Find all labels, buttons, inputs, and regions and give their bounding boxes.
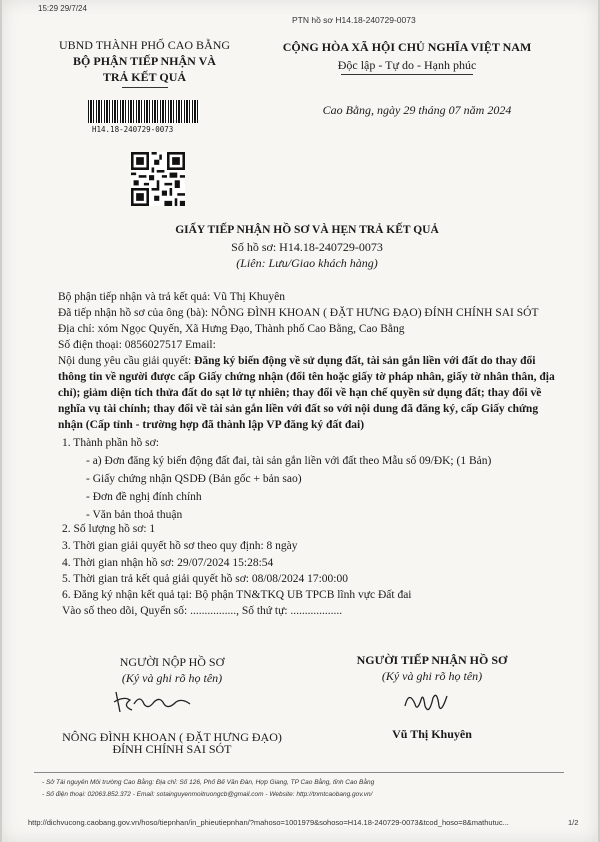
submitter-name-line-2: ĐÍNH CHÍNH SAI SÓT (112, 742, 232, 756)
ptn-number: PTN hồ sơ H14.18-240729-0073 (292, 15, 416, 25)
request-line-4: nghĩa vụ tài chính; thay đổi về tài sản gắn liền với đất so với nội dung đã đăng ký, cấp Giấy chứng (58, 403, 539, 415)
nation-title: CỘNG HÒA XÃ HỘI CHỦ NGHĨA VIỆT NAM (282, 40, 532, 54)
request-line-1 (58, 354, 536, 369)
page-number: 1/2 (568, 818, 579, 827)
phone-line: Số điện thoại: 0856027517 Email: (58, 339, 216, 351)
submitter-signature (110, 686, 200, 716)
section-5: 5. Thời gian trả kết quả giải quyết hồ sơ: 08/08/2024 17:00:00 (62, 573, 349, 585)
footer-address: - Sở Tài nguyên Môi trường Cao Bằng: Địa chỉ: Số 126, Phố Bế Văn Đàn, Hợp Giang, TP Cao Bằng, tỉnh Cao Bằng (42, 779, 375, 786)
applicant-line: Đã tiếp nhận hồ sơ của ông (bà): NÔNG ĐÌNH KHOAN ( ĐẶT HƯNG ĐẠO) ĐÍNH CHÍNH SAI SÓT (58, 307, 539, 319)
address-line: Địa chỉ: xóm Ngọc Quyến, Xã Hưng Đạo, Thành phố Cao Bằng, Cao Bằng (58, 323, 405, 335)
document-date: Cao Bằng, ngày 29 tháng 07 năm 2024 (322, 103, 512, 117)
copy-note: (Liên: Lưu/Giao khách hàng) (236, 256, 378, 270)
motto-underline (341, 74, 473, 75)
agency-underline (122, 87, 168, 88)
receiver-note: (Ký và ghi rõ họ tên) (381, 669, 483, 683)
request-line-5: nhận (Cấp tỉnh - trường hợp đã thành lập VP đăng ký đất đai) (58, 419, 365, 431)
receiver-title: NGƯỜI TIẾP NHẬN HỒ SƠ (356, 653, 508, 667)
request-label: Nội dung yêu cầu giải quyết: (58, 355, 195, 367)
receiver-line: Bộ phận tiếp nhận và trả kết quả: Vũ Thị Khuyên (58, 291, 285, 303)
section-2: 2. Số lượng hồ sơ: 1 (62, 523, 156, 535)
doc-item: - Giấy chứng nhận QSDĐ (Bản gốc + bản sao) (86, 473, 302, 485)
print-url: http://dichvucong.caobang.gov.vn/hoso/tiepnhan/in_phieutiepnhan/?mahoso=1001979&sohoso=H14.18-240729-0073&tcod_hoso=8&mathutuc... (28, 818, 509, 827)
document-page (2, 0, 598, 842)
footer-divider (34, 772, 564, 773)
document-number: Số hồ sơ: H14.18-240729-0073 (231, 240, 383, 254)
receiver-signature (397, 686, 457, 720)
section-1-heading: 1. Thành phần hồ sơ: (62, 437, 159, 449)
doc-item: - Đơn đề nghị đính chính (86, 491, 202, 503)
barcode-image (88, 100, 200, 123)
section-6: 6. Đăng ký nhận kết quả tại: Bộ phận TN&TKQ UB TPCB lĩnh vực Đất đai (62, 589, 412, 601)
document-title: GIẤY TIẾP NHẬN HỒ SƠ VÀ HẸN TRẢ KẾT QUẢ (175, 224, 439, 236)
submitter-name-line-1: NÔNG ĐÌNH KHOAN ( ĐẶT HƯNG ĐẠO) (62, 730, 282, 744)
agency-line-2: BỘ PHẬN TIẾP NHẬN VÀ (73, 54, 216, 68)
agency-line-3: TRẢ KẾT QUẢ (102, 70, 187, 84)
receiver-name: Vũ Thị Khuyên (392, 727, 472, 741)
footer-contact: - Số điện thoại: 02063.852.372 - Email: sotainguyenmoitruongcb@gmail.com - Website: http://tnmtcaobang.gov.vn/ (42, 791, 373, 798)
qr-code-image (131, 152, 185, 206)
agency-line-1: UBND THÀNH PHỐ CAO BẰNG (58, 38, 231, 52)
request-line-3: chỉ); giảm diện tích thửa đất do sạt lở tự nhiên; thay đổi về hạn chế quyền sử dụng đất; thay đổi về (58, 387, 542, 399)
nation-motto: Độc lập - Tự do - Hạnh phúc (337, 58, 477, 72)
barcode-text: H14.18-240729-0073 (92, 125, 174, 134)
log-line: Vào số theo dõi, Quyển số: ................, Số thứ tự: .................. (62, 605, 343, 617)
doc-item: - Văn bản thoả thuận (86, 509, 183, 521)
section-3: 3. Thời gian giải quyết hồ sơ theo quy định: 8 ngày (62, 540, 298, 552)
doc-item: - a) Đơn đăng ký biến động đất đai, tài sản gắn liền với đất theo Mẫu số 09/ĐK; (1 Bản) (86, 455, 492, 467)
request-line-2: thông tin về người được cấp Giấy chứng nhận (đổi tên hoặc giấy tờ pháp nhân, giấy tờ nhân thân, địa (58, 371, 555, 383)
request-text-1: Đăng ký biến động về sử dụng đất, tài sản gắn liền với đất do thay đổi (194, 355, 536, 367)
print-timestamp: 15:29 29/7/24 (38, 4, 87, 13)
submitter-note: (Ký và ghi rõ họ tên) (121, 671, 223, 685)
submitter-title: NGƯỜI NỘP HỒ SƠ (119, 655, 225, 669)
section-4: 4. Thời gian nhận hồ sơ: 29/07/2024 15:28:54 (62, 557, 274, 569)
